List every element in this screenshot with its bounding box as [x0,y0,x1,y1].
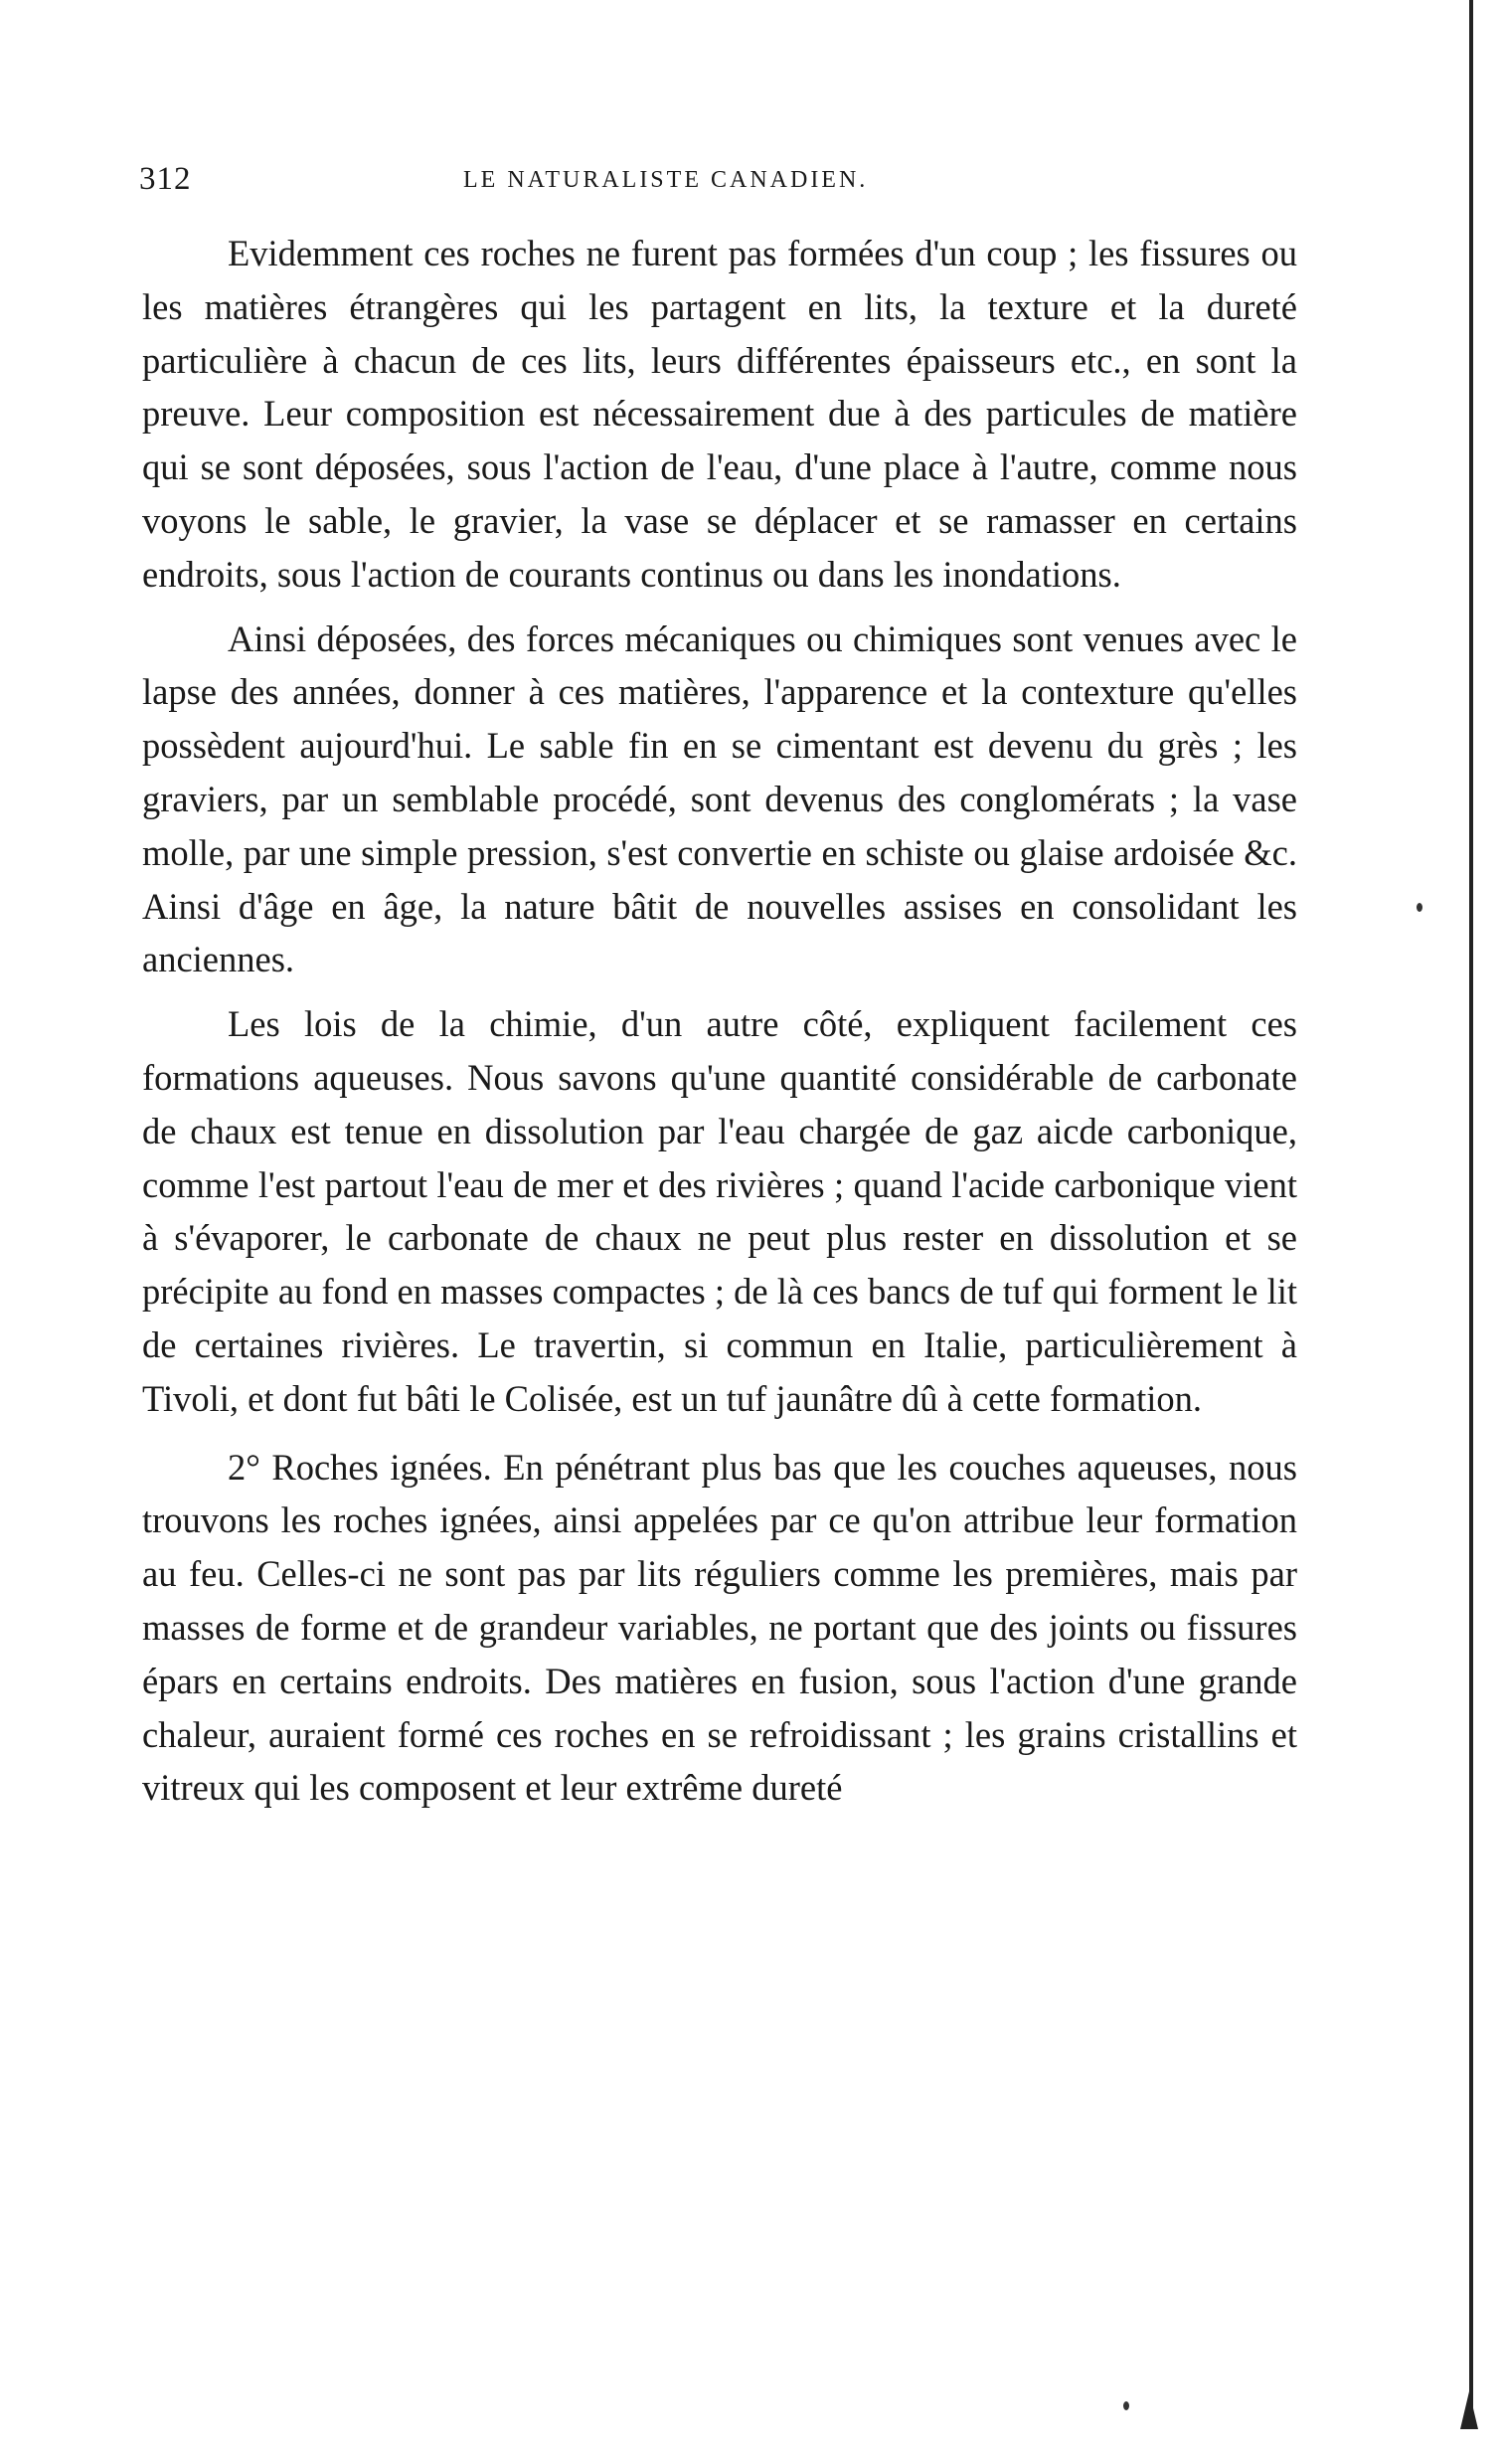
margin-rule-foot [1460,2391,1478,2429]
page-header [139,161,1302,201]
paragraph: Evidemment ces roches ne furent pas formées d'un coup ; les fissures ou les matières étrangères qui les partagent en lits, la texture et la dureté particulière à chacun de ces lits, leurs différentes épaisseurs etc., en sont la preuve. Leur composition est nécessairement due à des particules de matière qui se sont déposées, sous l'action de l'eau, d'une place à l'autre, comme nous voyons le sable, le gravier, la vase se déplacer et se ramasser en certains endroits, sous l'action de courants continus ou dans les inondations. [142,233,1297,595]
body-text [142,227,1297,1815]
ink-speck [1417,903,1422,912]
paragraph: 2° Roches ignées. En pénétrant plus bas que les couches aqueuses, nous trouvons les roches ignées, ainsi appelées par ce qu'on attribue leur formation au feu. Celles-ci ne sont pas par lits réguliers comme les premières, mais par masses de forme et de grandeur variables, ne portant que des joints ou fissures épars en certains endroits. Des matières en fusion, sous l'action d'une grande chaleur, auraient formé ces roches en se refroidissant ; les grains cristallins et vitreux qui les composent et leur extrême dureté [142,1446,1297,1809]
paragraph: Les lois de la chimie, d'un autre côté, expliquent facilement ces formations aqueuses. Nous savons qu'une quantité considérable de carbonate de chaux est tenue en dissolution par l'eau chargée de gaz aicde carbonique, comme l'est partout l'eau de mer et des rivières ; quand l'acide carbonique vient à s'évaporer, le carbonate de chaux ne peut plus rester en dissolution et se précipite au fond en masses compactes ; de là ces bancs de tuf qui forment le lit de certaines rivières. Le travertin, si commun en Italie, particulièrement à Tivoli, et dont fut bâti le Colisée, est un tuf jaunâtre dû à cette formation. [142,1003,1297,1419]
page-number: 312 [139,161,192,197]
paragraph: Ainsi déposées, des forces mécaniques ou chimiques sont venues avec le lapse des années, donner à ces matières, l'apparence et la contexture qu'elles possèdent aujourd'hui. Le sable fin en se cimentant est devenu du grès ; les graviers, par un semblable procédé, sont devenus des conglomérats ; la vase molle, par une simple pression, s'est convertie en schiste ou glaise ardoisée &c. Ainsi d'âge en âge, la nature bâtit de nouvelles assises en consolidant les anciennes. [142,617,1297,980]
ink-speck [1123,2401,1129,2410]
running-head: LE NATURALISTE CANADIEN. [463,167,869,193]
margin-rule [1469,0,1473,2426]
